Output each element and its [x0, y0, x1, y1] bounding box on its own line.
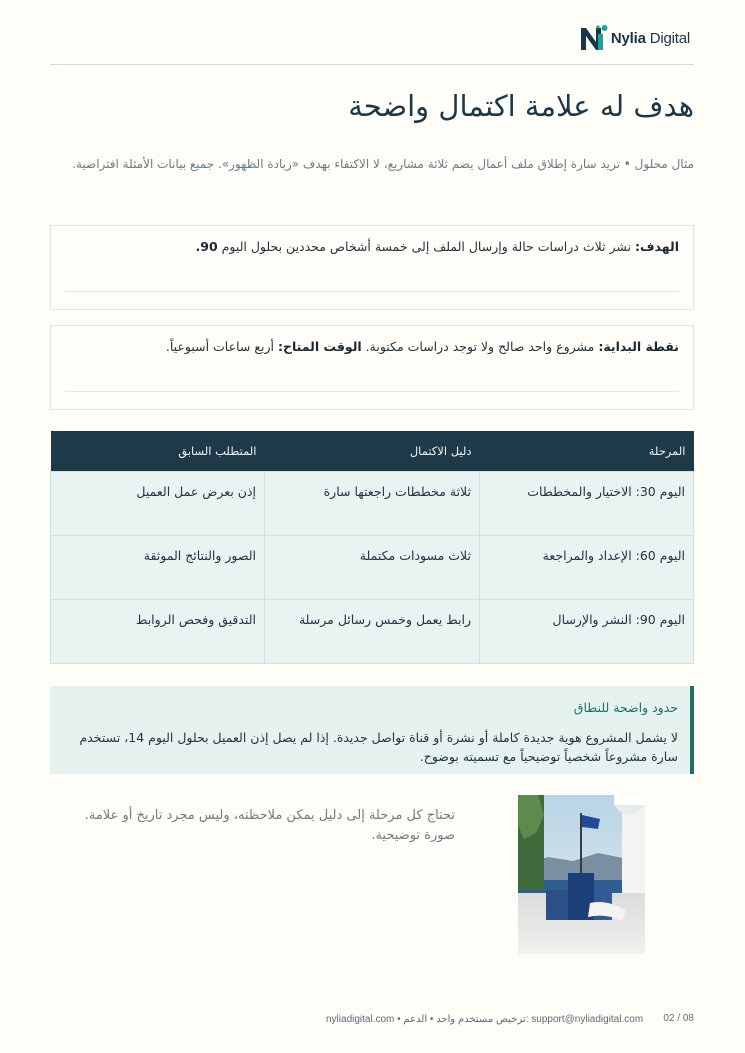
starting-point-card: [50, 325, 694, 410]
goal-text: الهدف: نشر ثلاث دراسات حالة وإرسال الملف إلى خمسة أشخاص محددين بحلول اليوم 90.: [195, 239, 679, 254]
nylia-logo-icon: [579, 24, 609, 52]
illustration-caption: تحتاج كل مرحلة إلى دليل يمكن ملاحظته، وليس مجرد تاريخ أو علامة. صورة توضيحية.: [84, 808, 455, 843]
podium-flag-illustration: [518, 795, 645, 954]
table-cell: اليوم 30: الاختيار والمخططات: [480, 471, 694, 535]
column-header-stage: المرحلة: [480, 431, 694, 471]
table-cell: إذن بعرض عمل العميل: [51, 471, 265, 535]
callout-title: حدود واضحة للنطاق: [573, 700, 678, 715]
card-divider: [65, 391, 679, 392]
card-divider: [65, 291, 679, 292]
table-cell: اليوم 90: النشر والإرسال: [480, 599, 694, 663]
footer-contact: nyliadigital.com • ترخيص مستخدم واحد • الدعم: support@nyliadigital.com: [326, 1014, 644, 1025]
table-cell: ثلاث مسودات مكتملة: [265, 535, 480, 599]
table-cell: ثلاثة مخططات راجعتها سارة: [265, 471, 480, 535]
scope-callout: [50, 686, 694, 774]
starting-point-text: نقطة البداية: مشروع واحد صالح ولا توجد دراسات مكتوبة. الوقت المتاح: أربع ساعات أسبوعياً.: [165, 339, 679, 354]
page-number: 02 / 08: [663, 1013, 694, 1024]
table-row: [51, 471, 694, 535]
table-row: [51, 599, 694, 663]
column-header-evidence: دليل الاكتمال: [265, 431, 480, 471]
page-subtitle: مثال محلول • تريد سارة إطلاق ملف أعمال يضم ثلاثة مشاريع، لا الاكتفاء بهدف «زيادة الظهور». جميع بيانات الأمثلة افتراضية.: [72, 157, 694, 171]
header-divider: [50, 64, 694, 65]
callout-text: لا يشمل المشروع هوية جديدة كاملة أو نشرة أو قناة تواصل جديدة. إذا لم يصل إذن العميل بحلول اليوم 14، تستخدم سارة مشروعاً شخصياً توضيحياً مع تسميته بوضوح.: [79, 730, 678, 764]
goal-card: [50, 225, 694, 310]
brand-name: Nylia Digital: [610, 29, 690, 47]
table-row: [51, 535, 694, 599]
table-cell: التدقيق وفحص الروابط: [51, 599, 265, 663]
page-title: هدف له علامة اكتمال واضحة: [348, 89, 694, 123]
illustration-image: [518, 795, 645, 954]
brand-logo: [579, 22, 690, 54]
table-header-row: [51, 431, 694, 471]
milestones-table: [50, 431, 694, 664]
column-header-prerequisite: المتطلب السابق: [51, 431, 265, 471]
table-cell: رابط يعمل وخمس رسائل مرسلة: [265, 599, 480, 663]
table-cell: الصور والنتائج الموثقة: [51, 535, 265, 599]
table-cell: اليوم 60: الإعداد والمراجعة: [480, 535, 694, 599]
